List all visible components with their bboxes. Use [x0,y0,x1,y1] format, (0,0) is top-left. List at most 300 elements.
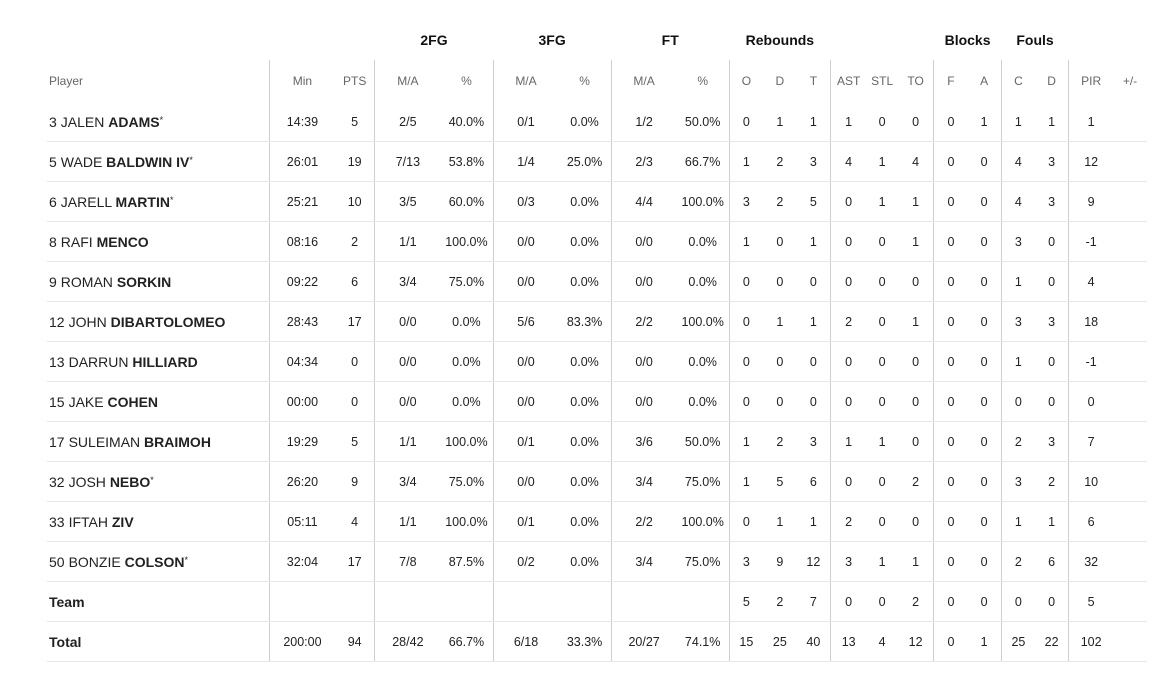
stat-blk-a: 1 [968,102,1002,142]
stat-blk-f: 0 [934,222,968,262]
player-last-name: MARTIN [115,193,170,210]
stat-ft-pct: 100.0% [677,302,730,342]
col-reb-t[interactable]: T [809,74,818,88]
stat-ast: 2 [830,502,866,542]
stat-ft-ma: 2/2 [611,502,676,542]
group-rebounds: Rebounds [745,32,815,48]
stat-plus-minus [1113,342,1147,382]
col-blk-a[interactable]: A [980,74,989,88]
stat-reb-o: 0 [729,302,763,342]
stat-foul-d: 3 [1035,182,1069,222]
stat-blk-a: 0 [968,502,1002,542]
stat-pir: 0 [1069,382,1113,422]
stat-blk-f: 0 [934,142,968,182]
stat-ast: 1 [830,422,866,462]
stat-2fg-pct: 100.0% [440,222,493,262]
stat-3fg-pct: 0.0% [558,382,611,422]
stat-3fg-pct: 0.0% [558,462,611,502]
stat-2fg-pct: 87.5% [440,542,493,582]
stat-2fg-pct: 40.0% [440,102,493,142]
stat-pir: 12 [1069,142,1113,182]
stat-3fg-ma: 6/18 [493,622,558,662]
player-number: 50 [49,553,65,570]
player-first-name: JARELL [60,193,112,210]
stat-ft-ma: 4/4 [611,182,676,222]
stat-pts: 17 [335,542,375,582]
stat-to: 0 [898,262,934,302]
stat-2fg-ma: 0/0 [375,302,440,342]
stat-pir: 10 [1069,462,1113,502]
stat-reb-d: 1 [763,302,797,342]
stat-plus-minus [1113,302,1147,342]
stat-2fg-ma: 7/8 [375,542,440,582]
stat-2fg-ma [375,582,440,622]
stat-3fg-pct: 33.3% [558,622,611,662]
stat-pir: -1 [1069,342,1113,382]
stat-3fg-ma [493,582,558,622]
player-number: 17 [49,433,65,450]
stat-plus-minus [1113,262,1147,302]
stat-reb-t: 6 [797,462,831,502]
stat-blk-f: 0 [934,182,968,222]
stat-pts [335,582,375,622]
stat-ft-ma: 0/0 [611,342,676,382]
stat-pir: 7 [1069,422,1113,462]
stat-reb-t: 40 [797,622,831,662]
stat-reb-t: 1 [797,222,831,262]
stat-min [270,582,335,622]
col-min[interactable]: Min [270,60,335,102]
player-first-name: JOSH [68,473,106,490]
player-row[interactable] [47,422,1147,462]
stat-foul-c: 4 [1001,142,1035,182]
player-row[interactable] [47,142,1147,182]
stat-blk-f: 0 [934,262,968,302]
stat-min: 08:16 [270,222,335,262]
column-header-row [47,60,1147,102]
player-last-name: COHEN [107,393,159,410]
stat-blk-f: 0 [934,342,968,382]
col-pir[interactable]: PIR [1069,60,1113,102]
stat-reb-o: 0 [729,342,763,382]
stat-plus-minus [1113,222,1147,262]
player-row[interactable] [47,302,1147,342]
stat-3fg-pct: 0.0% [558,262,611,302]
stat-3fg-pct: 0.0% [558,542,611,582]
stat-foul-c: 1 [1001,262,1035,302]
stat-2fg-ma: 0/0 [375,382,440,422]
stat-reb-t: 7 [797,582,831,622]
player-name-cell[interactable] [47,182,270,222]
stat-reb-t: 1 [797,302,831,342]
stat-plus-minus [1113,142,1147,182]
player-number: 32 [49,473,65,490]
stat-pts: 4 [335,502,375,542]
col-ft-ma[interactable]: M/A [611,60,676,102]
col-blk-f[interactable]: F [934,60,968,102]
stat-ast: 13 [830,622,866,662]
stat-blk-f: 0 [934,462,968,502]
stat-min: 04:34 [270,342,335,382]
player-number: 5 [49,153,57,170]
player-row[interactable] [47,262,1147,302]
player-row[interactable] [47,502,1147,542]
player-last-name: SORKIN [116,273,172,290]
stat-min: 19:29 [270,422,335,462]
stat-ft-ma: 3/6 [611,422,676,462]
player-first-name: DARRUN [68,353,129,370]
stat-to: 0 [898,382,934,422]
stat-reb-t: 0 [797,342,831,382]
stat-ft-pct: 75.0% [677,462,730,502]
stat-blk-a: 0 [968,142,1002,182]
stat-foul-c: 3 [1001,462,1035,502]
col-ft-pct[interactable]: % [697,74,708,88]
stat-blk-a: 0 [968,182,1002,222]
player-name-cell[interactable] [47,142,270,182]
stat-blk-a: 1 [968,622,1002,662]
stat-2fg-pct: 60.0% [440,182,493,222]
stat-foul-c: 4 [1001,182,1035,222]
stat-pts: 6 [335,262,375,302]
stat-ft-pct: 0.0% [677,342,730,382]
stat-blk-a: 0 [968,422,1002,462]
stat-ft-ma: 0/0 [611,222,676,262]
stat-reb-d: 0 [763,342,797,382]
stat-reb-o: 0 [729,102,763,142]
stat-blk-a: 0 [968,542,1002,582]
stat-foul-d: 1 [1035,102,1069,142]
stat-ft-pct: 100.0% [677,182,730,222]
player-row[interactable] [47,222,1147,262]
stat-plus-minus [1113,502,1147,542]
stat-reb-t: 5 [797,182,831,222]
player-name-cell[interactable] [47,302,270,342]
stat-plus-minus [1113,382,1147,422]
team-row [47,582,1147,622]
player-name-cell[interactable] [47,502,270,542]
player-number: 9 [49,273,57,290]
stat-stl: 1 [866,422,898,462]
stat-reb-o: 1 [729,222,763,262]
stat-pir: -1 [1069,222,1113,262]
stat-pir: 1 [1069,102,1113,142]
stat-reb-d: 2 [763,182,797,222]
stat-reb-t: 1 [797,502,831,542]
stat-stl: 0 [866,302,898,342]
stat-foul-c: 3 [1001,222,1035,262]
stat-to: 4 [898,142,934,182]
stat-pts: 5 [335,422,375,462]
stat-2fg-ma: 7/13 [375,142,440,182]
stat-blk-f: 0 [934,382,968,422]
player-number: 6 [49,193,57,210]
stat-reb-d: 0 [763,262,797,302]
stat-blk-f: 0 [934,102,968,142]
stat-reb-d: 0 [763,222,797,262]
stat-ft-pct: 66.7% [677,142,730,182]
player-row[interactable] [47,102,1147,142]
stat-3fg-ma: 0/1 [493,502,558,542]
stat-min: 09:22 [270,262,335,302]
stat-min: 28:43 [270,302,335,342]
stat-blk-a: 0 [968,222,1002,262]
player-last-name: BRAIMOH [144,433,211,450]
stat-3fg-pct: 0.0% [558,222,611,262]
stat-2fg-ma: 3/4 [375,262,440,302]
stat-plus-minus [1113,622,1147,662]
stat-stl: 0 [866,502,898,542]
stat-reb-d: 2 [763,142,797,182]
stat-reb-o: 0 [729,382,763,422]
stat-3fg-pct: 0.0% [558,502,611,542]
stat-ft-pct [677,582,730,622]
stat-ft-ma: 3/4 [611,542,676,582]
stat-2fg-pct: 0.0% [440,382,493,422]
stat-reb-t: 0 [797,262,831,302]
stat-to: 12 [898,622,934,662]
stat-pts: 10 [335,182,375,222]
stat-ft-ma [611,582,676,622]
player-first-name: BONZIE [68,553,121,570]
player-last-name: HILLIARD [132,353,198,370]
player-name-cell[interactable] [47,382,270,422]
stat-to: 1 [898,302,934,342]
stat-reb-t: 12 [797,542,831,582]
stat-ft-pct: 0.0% [677,222,730,262]
player-first-name: IFTAH [68,513,108,530]
stat-pts: 19 [335,142,375,182]
stat-reb-o: 5 [729,582,763,622]
stat-plus-minus [1113,542,1147,582]
stat-ast: 3 [830,542,866,582]
stat-2fg-ma: 2/5 [375,102,440,142]
stat-2fg-pct: 75.0% [440,262,493,302]
player-first-name: SULEIMAN [68,433,141,450]
starter-mark: * [184,554,188,565]
stat-foul-c: 0 [1001,382,1035,422]
player-name-cell[interactable] [47,102,270,142]
total-label: Total [47,622,270,662]
col-plus-minus[interactable]: +/- [1122,74,1138,88]
stat-ast: 1 [830,102,866,142]
player-row[interactable] [47,182,1147,222]
stat-pir: 4 [1069,262,1113,302]
stat-ft-pct: 75.0% [677,542,730,582]
col-foul-c[interactable]: C [1001,60,1035,102]
stat-blk-f: 0 [934,582,968,622]
stat-stl: 0 [866,342,898,382]
starter-mark: * [189,154,193,165]
stat-to: 0 [898,502,934,542]
total-row [47,622,1147,662]
stat-foul-d: 0 [1035,582,1069,622]
col-foul-d[interactable]: D [1047,74,1056,88]
stat-stl: 0 [866,582,898,622]
stat-stl: 0 [866,462,898,502]
col-ast[interactable]: AST [830,60,866,102]
stat-ft-ma: 0/0 [611,262,676,302]
stat-foul-d: 22 [1035,622,1069,662]
player-name-cell[interactable] [47,222,270,262]
stat-min: 26:20 [270,462,335,502]
stat-2fg-ma: 1/1 [375,502,440,542]
player-first-name: ROMAN [60,273,113,290]
stat-ast: 2 [830,302,866,342]
stat-3fg-ma: 0/0 [493,342,558,382]
stat-ast: 0 [830,182,866,222]
stat-3fg-ma: 0/1 [493,422,558,462]
stat-2fg-pct: 0.0% [440,342,493,382]
stat-to: 1 [898,182,934,222]
stat-2fg-pct: 100.0% [440,502,493,542]
stat-3fg-pct: 0.0% [558,182,611,222]
stat-stl: 4 [866,622,898,662]
col-player[interactable]: Player [49,74,84,88]
stat-ft-ma: 1/2 [611,102,676,142]
stat-foul-c: 0 [1001,582,1035,622]
player-name-cell[interactable] [47,422,270,462]
team-label: Team [47,582,270,622]
stat-ft-pct: 74.1% [677,622,730,662]
stat-2fg-ma: 3/5 [375,182,440,222]
player-name-cell[interactable] [47,542,270,582]
stat-ft-ma: 0/0 [611,382,676,422]
col-3fg-pct[interactable]: % [579,74,590,88]
player-name-cell[interactable] [47,462,270,502]
col-2fg-ma[interactable]: M/A [375,60,440,102]
stat-plus-minus [1113,582,1147,622]
col-reb-o[interactable]: O [729,60,763,102]
stat-blk-f: 0 [934,502,968,542]
player-name-cell[interactable] [47,262,270,302]
stat-2fg-ma: 3/4 [375,462,440,502]
stat-foul-c: 1 [1001,502,1035,542]
stat-2fg-pct: 100.0% [440,422,493,462]
col-to[interactable]: TO [907,74,924,88]
stat-3fg-ma: 0/0 [493,382,558,422]
stat-foul-d: 3 [1035,302,1069,342]
stat-min: 26:01 [270,142,335,182]
stat-pts: 0 [335,342,375,382]
stat-to: 0 [898,342,934,382]
stat-blk-a: 0 [968,582,1002,622]
stat-reb-t: 0 [797,382,831,422]
stat-ft-pct: 0.0% [677,262,730,302]
stat-3fg-pct: 0.0% [558,102,611,142]
stat-ft-ma: 2/2 [611,302,676,342]
stat-reb-o: 3 [729,182,763,222]
stat-2fg-pct: 75.0% [440,462,493,502]
player-last-name: ADAMS [108,113,160,130]
player-number: 12 [49,313,65,330]
group-fouls: Fouls [1016,32,1054,48]
stat-plus-minus [1113,102,1147,142]
stat-stl: 1 [866,182,898,222]
stat-plus-minus [1113,422,1147,462]
stat-min: 00:00 [270,382,335,422]
player-last-name: DIBARTOLOMEO [110,313,226,330]
player-row[interactable] [47,342,1147,382]
stat-blk-f: 0 [934,542,968,582]
player-first-name: WADE [60,153,103,170]
stat-reb-o: 1 [729,422,763,462]
stat-3fg-ma: 0/1 [493,102,558,142]
stat-pts: 2 [335,222,375,262]
stat-ft-pct: 50.0% [677,422,730,462]
stat-foul-d: 0 [1035,382,1069,422]
stat-blk-f: 0 [934,302,968,342]
col-3fg-ma[interactable]: M/A [493,60,558,102]
stat-pts: 9 [335,462,375,502]
stat-foul-d: 0 [1035,262,1069,302]
stat-foul-d: 2 [1035,462,1069,502]
stat-2fg-pct [440,582,493,622]
player-row[interactable] [47,462,1147,502]
stat-reb-o: 1 [729,142,763,182]
stat-pts: 5 [335,102,375,142]
stat-ft-pct: 50.0% [677,102,730,142]
stat-ast: 0 [830,262,866,302]
col-pts[interactable]: PTS [342,74,367,88]
player-last-name: BALDWIN IV [106,153,190,170]
stat-pir: 5 [1069,582,1113,622]
col-stl[interactable]: STL [871,74,894,88]
player-name-cell[interactable] [47,342,270,382]
stat-foul-c: 1 [1001,342,1035,382]
stat-to: 1 [898,542,934,582]
stat-stl: 0 [866,102,898,142]
stat-pir: 32 [1069,542,1113,582]
stat-min: 32:04 [270,542,335,582]
stat-foul-c: 1 [1001,102,1035,142]
col-2fg-pct[interactable]: % [461,74,472,88]
stat-reb-o: 0 [729,502,763,542]
group-ft: FT [661,32,679,48]
starter-mark: * [159,114,164,125]
stat-reb-t: 1 [797,102,831,142]
stat-3fg-pct: 0.0% [558,342,611,382]
stat-2fg-pct: 0.0% [440,302,493,342]
stat-ft-pct: 100.0% [677,502,730,542]
stat-3fg-ma: 0/3 [493,182,558,222]
stat-reb-d: 25 [763,622,797,662]
player-first-name: JALEN [60,113,105,130]
player-row[interactable] [47,542,1147,582]
stat-ast: 0 [830,582,866,622]
player-number: 3 [49,113,57,130]
stat-to: 1 [898,222,934,262]
stat-reb-d: 1 [763,102,797,142]
stat-foul-d: 6 [1035,542,1069,582]
stat-min: 05:11 [270,502,335,542]
stat-to: 2 [898,582,934,622]
player-row[interactable] [47,382,1147,422]
player-last-name: COLSON [124,553,185,570]
stat-foul-d: 3 [1035,142,1069,182]
player-first-name: JOHN [68,313,107,330]
player-number: 33 [49,513,65,530]
player-number: 15 [49,393,65,410]
stat-3fg-pct [558,582,611,622]
stat-pts: 94 [335,622,375,662]
col-reb-d[interactable]: D [775,74,785,88]
stat-reb-d: 9 [763,542,797,582]
stat-reb-o: 0 [729,262,763,302]
stat-pts: 17 [335,302,375,342]
stat-stl: 1 [866,142,898,182]
stat-2fg-ma: 1/1 [375,222,440,262]
